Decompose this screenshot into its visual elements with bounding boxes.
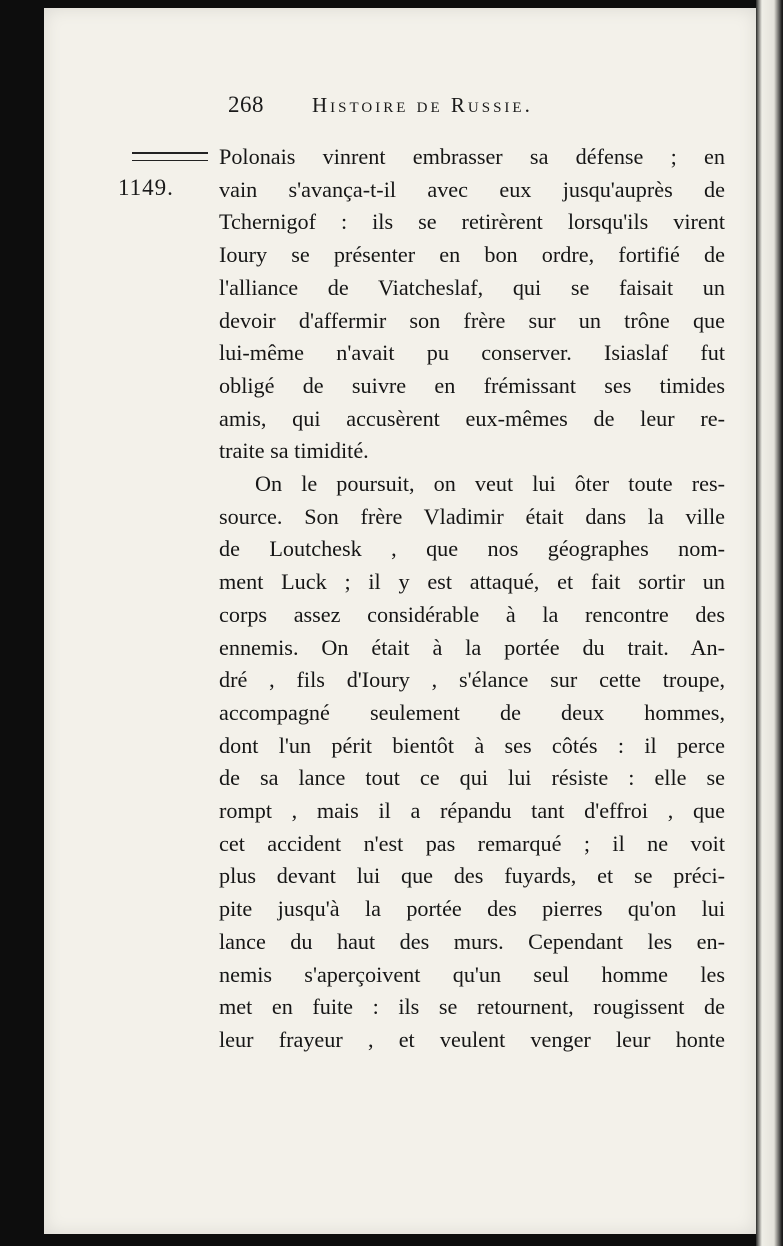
text-line: devoir d'affermir son frère sur un trône que: [219, 307, 725, 333]
facing-page-edge: [756, 0, 783, 1246]
text-line: pite jusqu'à la portée des pierres qu'on lui: [219, 896, 725, 922]
text-line: plus devant lui que des fuyards, et se préci-: [219, 863, 725, 889]
text-line: l'alliance de Viatcheslaf, qui se faisait un: [219, 274, 725, 300]
text-line: vain s'avança-t-il avec eux jusqu'auprès de: [219, 176, 725, 202]
text-line: dont l'un périt bientôt à ses côtés : il perce: [219, 732, 725, 758]
text-line: cet accident n'est pas remarqué ; il ne voit: [219, 830, 725, 856]
page-number: 268: [228, 92, 264, 117]
text-line: de Loutchesk , que nos géographes nom-: [219, 536, 725, 562]
text-line: lui-même n'avait pu conserver. Isiaslaf fut: [219, 340, 725, 366]
text-line: rompt , mais il a répandu tant d'effroi , que: [219, 798, 725, 824]
text-line: nemis s'aperçoivent qu'un seul homme les: [219, 961, 725, 987]
text-line: de sa lance tout ce qui lui résiste : elle se: [219, 765, 725, 791]
text-line: source. Son frère Vladimir était dans la ville: [219, 503, 725, 529]
text-line: On le poursuit, on veut lui ôter toute res-: [255, 471, 725, 497]
body-text: [219, 141, 725, 1057]
running-title: Histoire de Russie.: [312, 93, 533, 117]
running-header: [228, 92, 533, 118]
text-line: leur frayeur , et veulent venger leur honte: [219, 1026, 725, 1052]
text-line: Tchernigof : ils se retirèrent lorsqu'ils virent: [219, 209, 725, 235]
text-line: ment Luck ; il y est attaqué, et fait sortir un: [219, 569, 725, 595]
text-line: obligé de suivre en frémissant ses timides: [219, 372, 725, 398]
margin-date: 1149.: [118, 175, 174, 200]
text-line: ennemis. On était à la portée du trait. An-: [219, 634, 725, 660]
text-line: amis, qui accusèrent eux-mêmes de leur re-: [219, 405, 725, 431]
text-line: met en fuite : ils se retournent, rougissent de: [219, 994, 725, 1020]
margin-rule: [132, 152, 208, 161]
text-line: Ioury se présenter en bon ordre, fortifié de: [219, 242, 725, 268]
text-line: accompagné seulement de deux hommes,: [219, 699, 725, 725]
text-line: traite sa timidité.: [219, 438, 369, 464]
text-line: Polonais vinrent embrasser sa défense ; en: [219, 144, 725, 169]
text-line: dré , fils d'Ioury , s'élance sur cette troupe,: [219, 667, 725, 693]
text-line: corps assez considérable à la rencontre des: [219, 601, 725, 627]
text-line: lance du haut des murs. Cependant les en-: [219, 928, 725, 954]
